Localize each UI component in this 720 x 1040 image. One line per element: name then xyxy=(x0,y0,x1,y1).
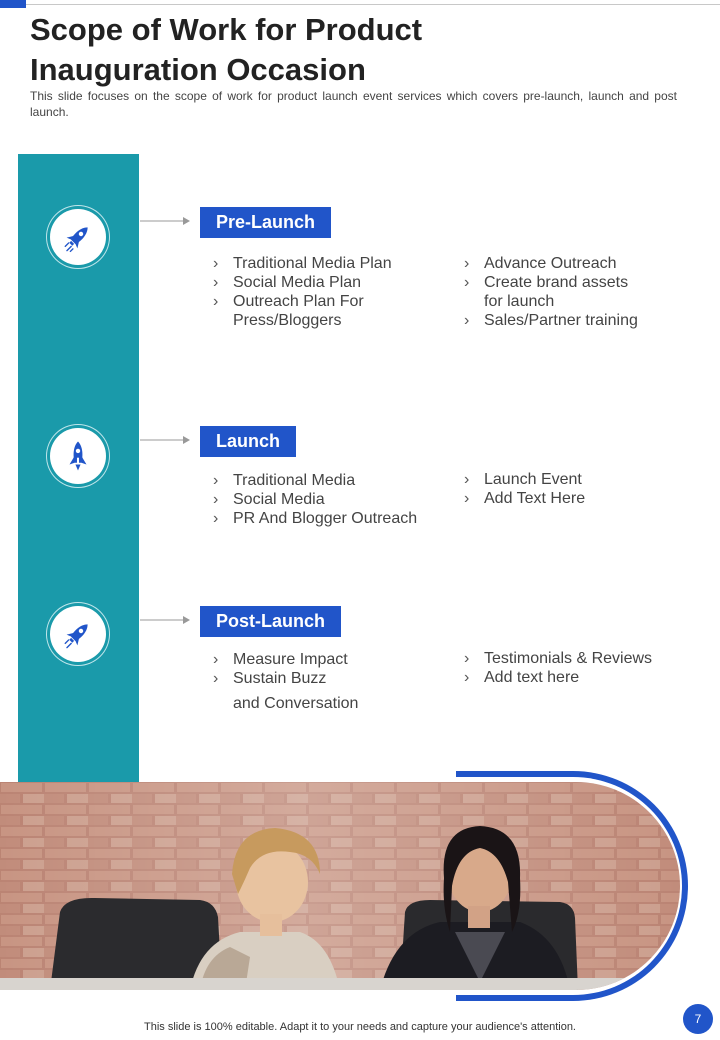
list-item-continuation: Press/Bloggers xyxy=(233,312,342,329)
list-item: › Sustain Buzz xyxy=(213,670,327,687)
title-line-1: Scope of Work for Product xyxy=(30,12,423,47)
list-item: › PR And Blogger Outreach xyxy=(213,510,418,527)
pre-launch-left-list xyxy=(213,254,453,330)
title-line-2: Inauguration Occasion xyxy=(30,52,366,87)
page-title xyxy=(30,10,590,90)
pre-launch-right-list xyxy=(464,254,704,330)
connector-arrow xyxy=(140,615,190,625)
list-item: › Add text here xyxy=(464,669,580,686)
launch-left-list xyxy=(213,471,453,528)
list-item: › Launch Event xyxy=(464,471,582,488)
list-item: › Create brand assets xyxy=(464,274,629,291)
stage-label-post-launch: Post-Launch xyxy=(200,606,341,637)
list-item: › Social Media xyxy=(213,491,325,508)
list-item: › Outreach Plan For xyxy=(213,293,364,310)
launch-right-list xyxy=(464,470,704,508)
list-item: › Add Text Here xyxy=(464,490,586,507)
footer-note: This slide is 100% editable. Adapt it to your needs and capture your audience's attention. xyxy=(144,1021,576,1033)
meeting-photo xyxy=(0,782,680,990)
top-rule xyxy=(26,4,720,5)
stage-label-launch: Launch xyxy=(200,426,296,457)
list-item: › Testimonials & Reviews xyxy=(464,650,653,667)
connector-arrow xyxy=(140,216,190,226)
list-item: › Sales/Partner training xyxy=(464,312,638,329)
list-item: › Traditional Media xyxy=(213,472,356,489)
rocket-diagonal-icon xyxy=(50,209,106,265)
list-item-continuation: for launch xyxy=(484,293,555,310)
post-launch-left-list xyxy=(213,650,453,713)
list-item: › Social Media Plan xyxy=(213,274,362,291)
rocket-upright-icon xyxy=(50,428,106,484)
list-item: › Traditional Media Plan xyxy=(213,255,392,272)
post-launch-right-list xyxy=(464,649,704,687)
list-item-continuation: and Conversation xyxy=(233,695,359,712)
list-item: › Measure Impact xyxy=(213,651,348,668)
connector-arrow xyxy=(140,435,190,445)
stage-label-pre-launch: Pre-Launch xyxy=(200,207,331,238)
page-number-badge: 7 xyxy=(683,1004,713,1034)
top-accent-bar xyxy=(0,0,26,8)
rocket-diagonal-icon xyxy=(50,606,106,662)
page-subtitle: This slide focuses on the scope of work for product launch event services which covers pre-launch, launch and post launch. xyxy=(30,89,677,119)
list-item: › Advance Outreach xyxy=(464,255,617,272)
